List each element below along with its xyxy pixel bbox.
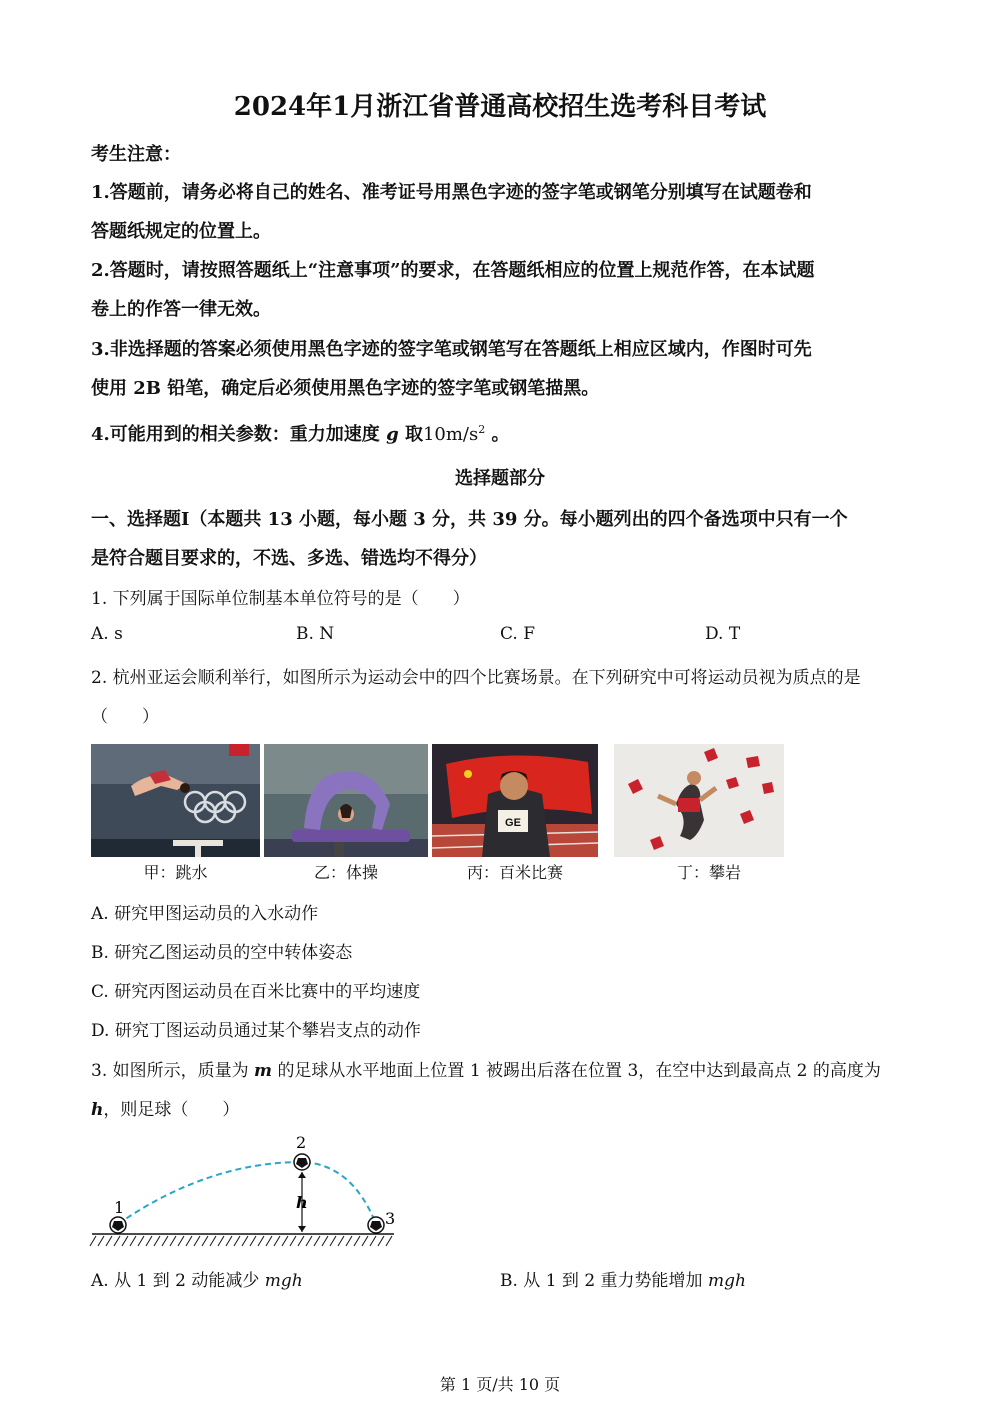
q3-option-b: B. 从 1 到 2 重力势能增加 mgh	[500, 1271, 746, 1291]
notice-item-2b: 卷上的作答一律无效。	[91, 299, 271, 320]
label-p2: 2	[296, 1133, 307, 1152]
notice-item-3b: 使用 2B 铅笔，确定后必须使用黑色字迹的签字笔或钢笔描黑。	[91, 378, 600, 399]
q2-option-d: D. 研究丁图运动员通过某个攀岩支点的动作	[91, 1021, 421, 1041]
ball-position-2	[294, 1154, 310, 1170]
photo-gymnastics	[264, 744, 428, 857]
q1-option-d: D. T	[705, 624, 741, 644]
section-title: 选择题部分	[455, 468, 545, 489]
q3-stem-b: h，则足球（ ）	[91, 1100, 240, 1120]
label-h: h	[296, 1193, 308, 1212]
q1-option-a: A. s	[91, 624, 123, 644]
notice-item-1a: 1.答题前，请务必将自己的姓名、准考证号用黑色字迹的签字笔或钢笔分别填写在试题卷和	[91, 182, 812, 203]
notice-item-4: 4.可能用到的相关参数：重力加速度 g 取$10m/s^2$ 。	[91, 423, 510, 445]
q2-stem-b: （ ）	[91, 707, 159, 727]
caption-100m: 丙：百米比赛	[466, 863, 563, 882]
notice-item-1b: 答题纸规定的位置上。	[91, 221, 271, 242]
photo-100m-race	[432, 744, 598, 857]
photo-diving	[91, 744, 260, 857]
notice-item-3a: 3.非选择题的答案必须使用黑色字迹的签字笔或钢笔写在答题纸上相应区域内，作图时可先	[91, 339, 812, 360]
q2-stem-a: 2. 杭州亚运会顺利举行，如图所示为运动会中的四个比赛场景。在下列研究中可将运动员视为质点的是	[91, 668, 861, 688]
caption-gymnastics: 乙：体操	[313, 863, 378, 882]
q1-stem: 1. 下列属于国际单位制基本单位符号的是（ ）	[91, 589, 470, 609]
q3-option-a: A. 从 1 到 2 动能减少 mgh	[91, 1271, 303, 1291]
ball-position-3	[368, 1217, 384, 1233]
label-p3: 3	[385, 1209, 396, 1228]
page-title: 2024年1月浙江省普通高校招生选考科目考试	[233, 92, 767, 122]
part1-intro-b: 是符合题目要求的，不选、多选、错选均不得分）	[91, 548, 487, 569]
notice-heading: 考生注意：	[91, 144, 181, 165]
q2-option-b: B. 研究乙图运动员的空中转体姿态	[91, 943, 353, 963]
part1-intro-a: 一、选择题Ⅰ（本题共 13 小题，每小题 3 分，共 39 分。每小题列出的四个备选项中只有一个	[91, 509, 848, 530]
ball-position-1	[110, 1217, 126, 1233]
q2-option-a: A. 研究甲图运动员的入水动作	[91, 904, 319, 924]
q3-stem-a: 3. 如图所示，质量为 m 的足球从水平地面上位置 1 被踢出后落在位置 3，在空中达到最高点 2 的高度为	[91, 1061, 881, 1081]
q2-option-c: C. 研究丙图运动员在百米比赛中的平均速度	[91, 982, 421, 1002]
caption-climbing: 丁：攀岩	[676, 863, 741, 882]
caption-diving: 甲：跳水	[143, 863, 208, 882]
photo-climbing	[614, 744, 784, 857]
runner-bib: GE	[505, 817, 521, 829]
notice-item-2a: 2.答题时，请按照答题纸上“注意事项”的要求，在答题纸相应的位置上规范作答，在本试题	[91, 260, 815, 281]
label-p1: 1	[114, 1198, 125, 1217]
page-footer: 第 1 页/共 10 页	[439, 1375, 561, 1394]
gravity-value: $10m/s^2$	[422, 423, 486, 445]
q3-trajectory-figure	[88, 1128, 408, 1250]
q1-option-b: B. N	[296, 624, 335, 644]
q1-option-c: C. F	[500, 624, 536, 644]
